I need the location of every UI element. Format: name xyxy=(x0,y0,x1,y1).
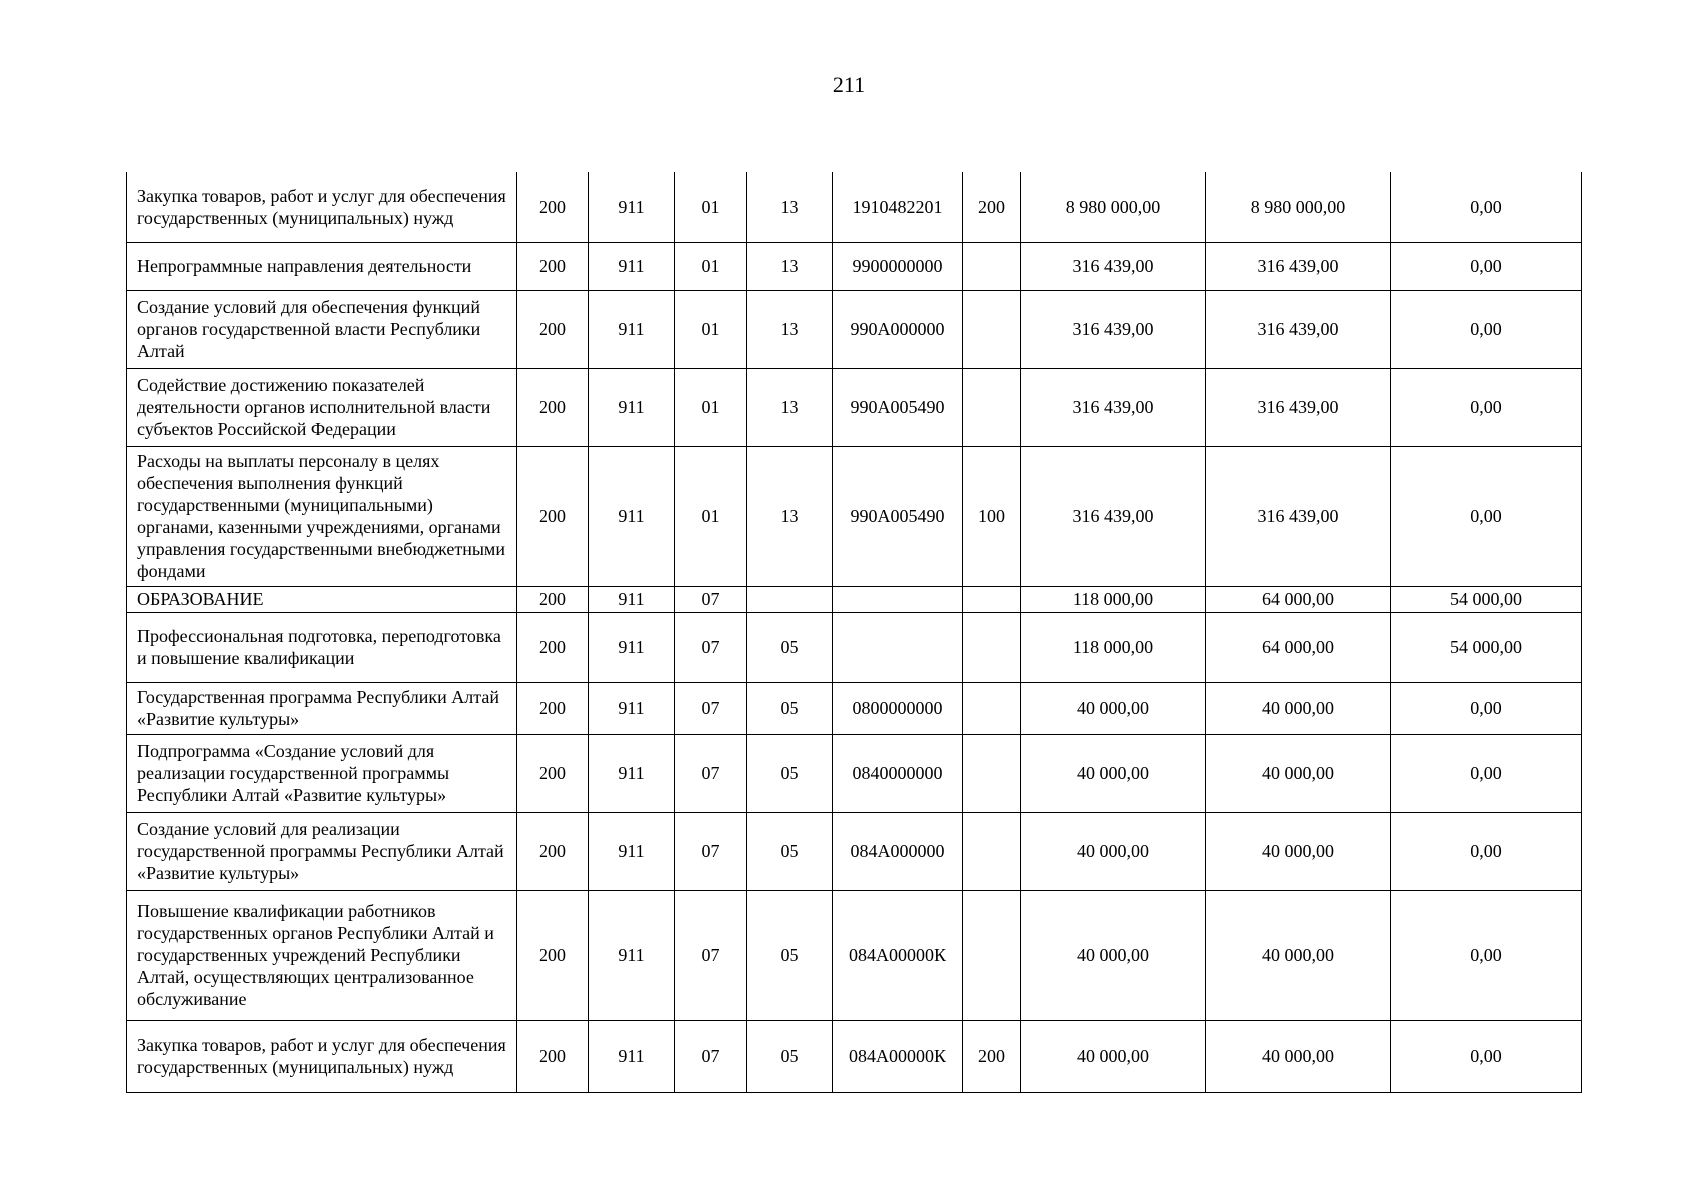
row-csr: 084А00000К xyxy=(833,1020,963,1092)
row-name: Создание условий для реализации государственной программы Республики Алтай «Развитие культуры» xyxy=(127,812,517,890)
row-rz: 01 xyxy=(675,290,747,368)
row-sum2: 40 000,00 xyxy=(1206,734,1391,812)
row-sum1: 8 980 000,00 xyxy=(1021,172,1206,242)
row-vr xyxy=(963,368,1021,446)
table-row xyxy=(127,172,1582,242)
row-ved: 200 xyxy=(517,612,589,682)
row-csr: 084А00000К xyxy=(833,890,963,1020)
row-sum2: 40 000,00 xyxy=(1206,812,1391,890)
row-sum2: 40 000,00 xyxy=(1206,1020,1391,1092)
row-sum1: 40 000,00 xyxy=(1021,682,1206,734)
row-vr: 100 xyxy=(963,446,1021,586)
row-sum1: 40 000,00 xyxy=(1021,812,1206,890)
row-sum2: 316 439,00 xyxy=(1206,368,1391,446)
row-pr xyxy=(747,586,833,612)
row-rz: 07 xyxy=(675,586,747,612)
row-sum2: 64 000,00 xyxy=(1206,612,1391,682)
row-sum1: 316 439,00 xyxy=(1021,290,1206,368)
row-vr xyxy=(963,812,1021,890)
row-sum3: 0,00 xyxy=(1391,446,1582,586)
row-sum1: 316 439,00 xyxy=(1021,242,1206,290)
row-pr: 13 xyxy=(747,290,833,368)
row-rz: 07 xyxy=(675,682,747,734)
row-gr: 911 xyxy=(589,612,675,682)
row-name: Непрограммные направления деятельности xyxy=(127,242,517,290)
table-row xyxy=(127,734,1582,812)
row-ved: 200 xyxy=(517,290,589,368)
row-ved: 200 xyxy=(517,890,589,1020)
row-csr: 990А005490 xyxy=(833,446,963,586)
row-ved: 200 xyxy=(517,368,589,446)
row-name: Закупка товаров, работ и услуг для обеспечения государственных (муниципальных) нужд xyxy=(127,172,517,242)
row-sum2: 8 980 000,00 xyxy=(1206,172,1391,242)
row-csr xyxy=(833,612,963,682)
row-sum1: 316 439,00 xyxy=(1021,446,1206,586)
row-sum1: 40 000,00 xyxy=(1021,890,1206,1020)
row-ved: 200 xyxy=(517,446,589,586)
row-ved: 200 xyxy=(517,242,589,290)
row-sum3: 0,00 xyxy=(1391,242,1582,290)
row-pr: 05 xyxy=(747,734,833,812)
row-gr: 911 xyxy=(589,368,675,446)
row-vr xyxy=(963,890,1021,1020)
row-csr: 1910482201 xyxy=(833,172,963,242)
row-rz: 01 xyxy=(675,242,747,290)
row-sum1: 40 000,00 xyxy=(1021,734,1206,812)
row-pr: 13 xyxy=(747,172,833,242)
row-rz: 07 xyxy=(675,812,747,890)
row-name: Закупка товаров, работ и услуг для обеспечения государственных (муниципальных) нужд xyxy=(127,1020,517,1092)
row-rz: 01 xyxy=(675,172,747,242)
row-name: Повышение квалификации работников государственных органов Республики Алтай и государственных учреждений Республики Алтай, осуществляющих централизованное обслуживание xyxy=(127,890,517,1020)
row-pr: 05 xyxy=(747,612,833,682)
row-name: Расходы на выплаты персоналу в целях обеспечения выполнения функций государственными (муниципальными) органами, казенными учреждениями, органами управления государственными внебюджетными фондами xyxy=(127,446,517,586)
row-pr: 05 xyxy=(747,890,833,1020)
row-pr: 13 xyxy=(747,446,833,586)
row-ved: 200 xyxy=(517,172,589,242)
row-rz: 07 xyxy=(675,734,747,812)
row-vr: 200 xyxy=(963,1020,1021,1092)
row-gr: 911 xyxy=(589,586,675,612)
row-csr: 9900000000 xyxy=(833,242,963,290)
page-number: 211 xyxy=(832,72,866,97)
table-row xyxy=(127,682,1582,734)
row-rz: 01 xyxy=(675,368,747,446)
row-sum1: 316 439,00 xyxy=(1021,368,1206,446)
row-name: Подпрограмма «Создание условий для реализации государственной программы Республики Алтай «Развитие культуры» xyxy=(127,734,517,812)
row-gr: 911 xyxy=(589,734,675,812)
row-vr xyxy=(963,242,1021,290)
row-rz: 07 xyxy=(675,1020,747,1092)
row-csr: 0840000000 xyxy=(833,734,963,812)
row-csr: 0800000000 xyxy=(833,682,963,734)
row-csr: 990А005490 xyxy=(833,368,963,446)
table-row xyxy=(127,290,1582,368)
row-sum3: 0,00 xyxy=(1391,890,1582,1020)
row-csr xyxy=(833,586,963,612)
row-pr: 05 xyxy=(747,812,833,890)
row-csr: 084А000000 xyxy=(833,812,963,890)
row-sum3: 0,00 xyxy=(1391,368,1582,446)
row-ved: 200 xyxy=(517,734,589,812)
table-row xyxy=(127,446,1582,586)
row-sum3: 0,00 xyxy=(1391,1020,1582,1092)
row-vr xyxy=(963,290,1021,368)
row-pr: 13 xyxy=(747,242,833,290)
row-ved: 200 xyxy=(517,812,589,890)
table-row xyxy=(127,242,1582,290)
row-pr: 05 xyxy=(747,1020,833,1092)
row-gr: 911 xyxy=(589,446,675,586)
row-name: Профессиональная подготовка, переподготовка и повышение квалификации xyxy=(127,612,517,682)
row-sum3: 0,00 xyxy=(1391,682,1582,734)
row-rz: 07 xyxy=(675,612,747,682)
row-sum1: 118 000,00 xyxy=(1021,586,1206,612)
row-name: Создание условий для обеспечения функций органов государственной власти Республики Алтай xyxy=(127,290,517,368)
row-name: Содействие достижению показателей деятельности органов исполнительной власти субъектов Российской Федерации xyxy=(127,368,517,446)
row-vr: 200 xyxy=(963,172,1021,242)
row-name: ОБРАЗОВАНИЕ xyxy=(127,586,517,612)
row-sum3: 54 000,00 xyxy=(1391,586,1582,612)
row-gr: 911 xyxy=(589,172,675,242)
row-sum2: 64 000,00 xyxy=(1206,586,1391,612)
table-row xyxy=(127,890,1582,1020)
row-gr: 911 xyxy=(589,1020,675,1092)
row-rz: 01 xyxy=(675,446,747,586)
row-name: Государственная программа Республики Алтай «Развитие культуры» xyxy=(127,682,517,734)
budget-table-body xyxy=(127,172,1582,1092)
table-row xyxy=(127,586,1582,612)
row-sum2: 316 439,00 xyxy=(1206,446,1391,586)
row-gr: 911 xyxy=(589,890,675,1020)
row-csr: 990А000000 xyxy=(833,290,963,368)
row-vr xyxy=(963,682,1021,734)
row-sum1: 40 000,00 xyxy=(1021,1020,1206,1092)
row-sum3: 0,00 xyxy=(1391,734,1582,812)
row-pr: 13 xyxy=(747,368,833,446)
row-sum2: 316 439,00 xyxy=(1206,242,1391,290)
row-ved: 200 xyxy=(517,682,589,734)
table-row xyxy=(127,612,1582,682)
row-vr xyxy=(963,586,1021,612)
budget-table xyxy=(126,172,1582,1093)
row-sum3: 54 000,00 xyxy=(1391,612,1582,682)
row-ved: 200 xyxy=(517,1020,589,1092)
row-vr xyxy=(963,734,1021,812)
row-ved: 200 xyxy=(517,586,589,612)
table-row xyxy=(127,1020,1582,1092)
row-gr: 911 xyxy=(589,242,675,290)
row-sum2: 40 000,00 xyxy=(1206,890,1391,1020)
row-gr: 911 xyxy=(589,682,675,734)
row-sum3: 0,00 xyxy=(1391,290,1582,368)
row-sum1: 118 000,00 xyxy=(1021,612,1206,682)
row-vr xyxy=(963,612,1021,682)
row-pr: 05 xyxy=(747,682,833,734)
row-sum3: 0,00 xyxy=(1391,812,1582,890)
row-sum2: 316 439,00 xyxy=(1206,290,1391,368)
row-rz: 07 xyxy=(675,890,747,1020)
row-sum2: 40 000,00 xyxy=(1206,682,1391,734)
row-sum3: 0,00 xyxy=(1391,172,1582,242)
row-gr: 911 xyxy=(589,290,675,368)
table-row xyxy=(127,812,1582,890)
table-row xyxy=(127,368,1582,446)
row-gr: 911 xyxy=(589,812,675,890)
